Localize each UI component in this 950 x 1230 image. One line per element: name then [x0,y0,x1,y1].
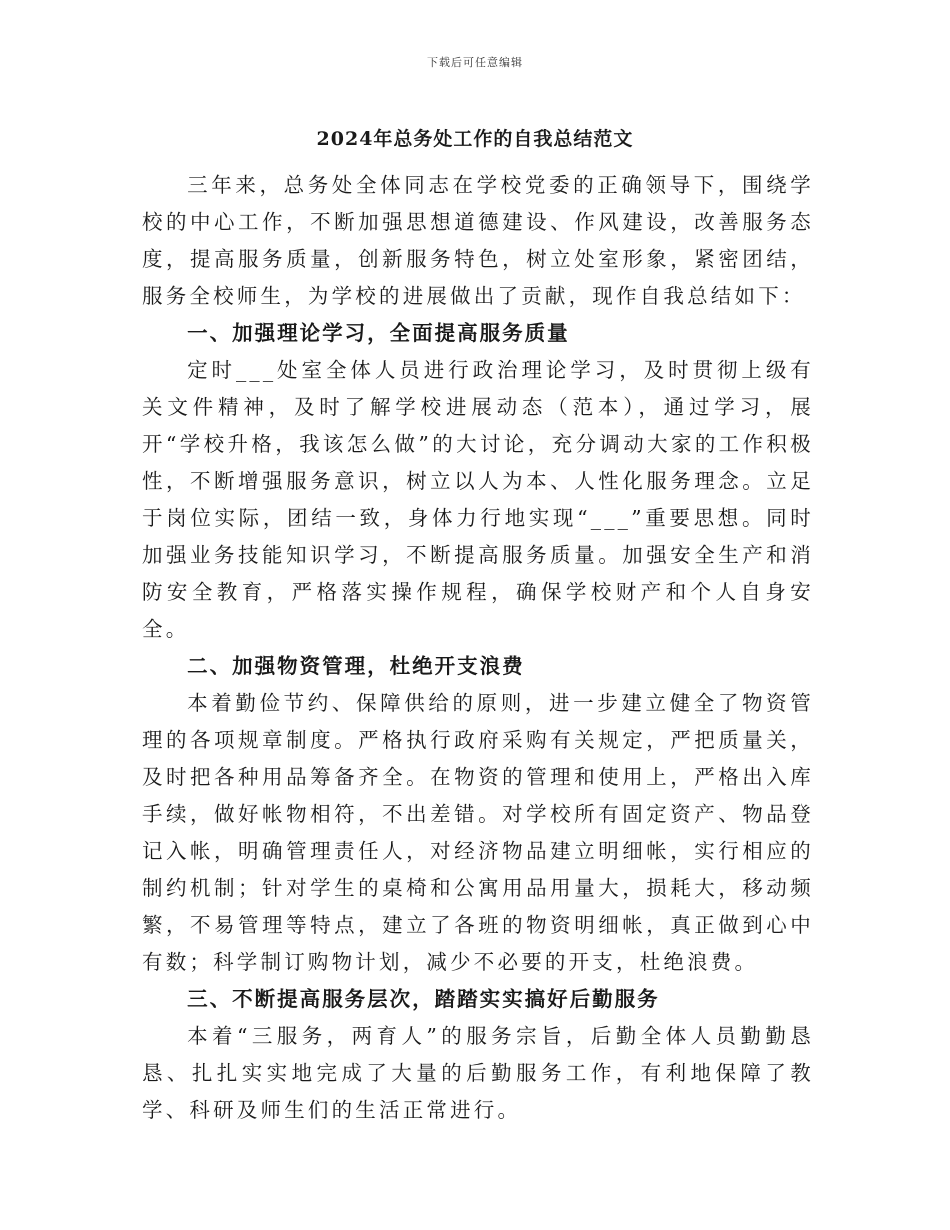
section-paragraph-1: 定时___处室全体人员进行政治理论学习，及时贯彻上级有关文件精神，及时了解学校进展动态（范本），通过学习，展开“学校升格，我该怎么做”的大讨论，充分调动大家的工作积极性，不断增强服务意识，树立以人为本、人性化服务理念。立足于岗位实际，团结一致，身体力行地实现“___”重要思想。同时加强业务技能知识学习，不断提高服务质量。加强安全生产和消防安全教育，严格落实操作规程，确保学校财产和个人自身安全。 [142,358,814,641]
header-note: 下载后可任意编辑 [427,56,523,69]
section-heading-2: 二、加强物资管理，杜绝开支浪费 [187,654,525,678]
section-heading-1: 一、加强理论学习，全面提高服务质量 [187,321,570,345]
intro-paragraph: 三年来，总务处全体同志在学校党委的正确领导下，围绕学校的中心工作，不断加强思想道德建设、作风建设，改善服务态度，提高服务质量，创新服务特色，树立处室形象，紧密团结，服务全校师生，为学校的进展做出了贡献，现作自我总结如下： [142,173,814,308]
document-title: 2024年总务处工作的自我总结范文 [316,128,634,150]
section-paragraph-3: 本着“三服务，两育人”的服务宗旨，后勤全体人员勤勤恳恳、扎扎实实地完成了大量的后勤服务工作，有利地保障了教学、科研及师生们的生活正常进行。 [142,1024,814,1122]
document-body [142,167,814,1129]
section-paragraph-2: 本着勤俭节约、保障供给的原则，进一步建立健全了物资管理的各项规章制度。严格执行政府采购有关规定，严把质量关，及时把各种用品筹备齐全。在物资的管理和使用上，严格出入库手续，做好帐物相符，不出差错。对学校所有固定资产、物品登记入帐，明确管理责任人，对经济物品建立明细帐，实行相应的制约机制；针对学生的桌椅和公寓用品用量大，损耗大，移动频繁，不易管理等特点，建立了各班的物资明细帐，真正做到心中有数；科学制订购物计划，减少不必要的开支，杜绝浪费。 [142,691,814,974]
section-heading-3: 三、不断提高服务层次，踏踏实实搞好后勤服务 [187,987,660,1011]
